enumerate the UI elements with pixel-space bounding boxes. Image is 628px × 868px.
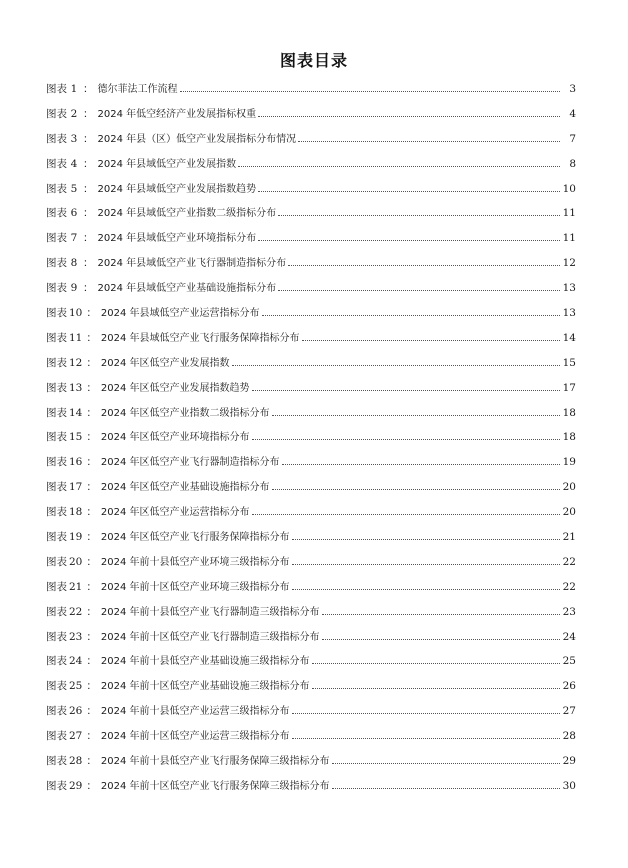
dot-leader <box>258 191 560 192</box>
figure-title[interactable]: 2024 年县域低空产业环境指标分布 <box>97 233 257 245</box>
figure-title[interactable]: 2024 年前十县低空产业飞行服务保障三级指标分布 <box>100 756 330 768</box>
figure-number: 19 <box>69 531 83 544</box>
figure-number: 23 <box>69 630 83 643</box>
figure-title[interactable]: 2024 年区低空产业指数二级指标分布 <box>100 407 270 419</box>
colon-separator: ： <box>86 356 97 369</box>
dot-leader <box>288 265 560 266</box>
toc-entry[interactable] <box>46 480 576 505</box>
colon-separator: ： <box>83 207 94 220</box>
toc-entry[interactable] <box>46 505 576 530</box>
figure-label: 图表 <box>46 580 67 593</box>
figure-title[interactable]: 2024 年区低空产业飞行器制造指标分布 <box>100 457 280 469</box>
figure-title[interactable]: 2024 年县域低空产业发展指数趋势 <box>97 183 257 195</box>
figure-label: 图表 <box>46 157 67 170</box>
colon-separator: ： <box>86 406 97 419</box>
figure-label: 图表 <box>46 755 67 768</box>
figure-number: 27 <box>69 730 83 743</box>
figure-label: 图表 <box>46 779 67 792</box>
figure-title[interactable]: 2024 年区低空产业基础设施指标分布 <box>100 482 270 494</box>
toc-entry[interactable] <box>46 530 576 555</box>
figure-label: 图表 <box>46 705 67 718</box>
colon-separator: ： <box>86 580 97 593</box>
colon-separator: ： <box>86 630 97 643</box>
figure-label: 图表 <box>46 331 67 344</box>
toc-entry[interactable] <box>46 679 576 704</box>
colon-separator: ： <box>86 431 97 444</box>
figure-label: 图表 <box>46 381 67 394</box>
page-number[interactable]: 11 <box>562 232 576 245</box>
dot-leader <box>180 91 561 92</box>
figure-label: 图表 <box>46 531 67 544</box>
page-number[interactable]: 3 <box>569 83 576 95</box>
figure-label: 图表 <box>46 406 67 419</box>
colon-separator: ： <box>86 680 97 693</box>
colon-separator: ： <box>86 506 97 519</box>
toc-entry[interactable] <box>46 704 576 729</box>
toc-entry[interactable] <box>46 555 576 580</box>
figure-title[interactable]: 2024 年前十区低空产业飞行服务保障三级指标分布 <box>100 780 330 792</box>
dot-leader <box>322 614 560 615</box>
figure-title[interactable]: 2024 年县域低空产业运营指标分布 <box>100 308 260 320</box>
figure-title[interactable]: 2024 年县（区）低空产业发展指标分布情况 <box>97 133 297 145</box>
page-number[interactable]: 4 <box>569 107 576 120</box>
dot-leader <box>278 290 560 291</box>
figure-label: 图表 <box>46 107 67 120</box>
colon-separator: ： <box>86 531 97 544</box>
page-number[interactable]: 12 <box>562 257 576 270</box>
figure-number: 2 <box>70 107 78 120</box>
figure-title[interactable]: 德尔菲法工作流程 <box>97 84 178 95</box>
figure-label: 图表 <box>46 282 67 295</box>
toc-entry[interactable] <box>46 580 576 605</box>
figure-title[interactable]: 2024 年前十区低空产业运营三级指标分布 <box>100 731 290 743</box>
figure-number: 13 <box>69 381 83 394</box>
dot-leader <box>232 365 560 366</box>
figure-label: 图表 <box>46 730 67 743</box>
page-number[interactable]: 8 <box>569 157 576 170</box>
figure-title[interactable]: 2024 年区低空产业环境指标分布 <box>100 432 250 444</box>
figure-label: 图表 <box>46 356 67 369</box>
figure-label: 图表 <box>46 630 67 643</box>
page-number[interactable]: 26 <box>562 680 576 693</box>
figure-label: 图表 <box>46 207 67 220</box>
figure-title[interactable]: 2024 年前十县低空产业运营三级指标分布 <box>100 706 290 718</box>
page-number[interactable]: 24 <box>562 630 576 643</box>
figure-title[interactable]: 2024 年区低空产业发展指数趋势 <box>100 382 250 394</box>
page-number[interactable]: 10 <box>562 182 576 195</box>
figure-number: 20 <box>69 555 83 568</box>
page-number[interactable]: 20 <box>562 506 576 519</box>
colon-separator: ： <box>83 282 94 295</box>
page-number[interactable]: 19 <box>562 456 576 469</box>
dot-leader <box>272 489 560 490</box>
colon-separator: ： <box>86 481 97 494</box>
figure-title[interactable]: 2024 年县域低空产业基础设施指标分布 <box>97 283 277 295</box>
dot-leader <box>292 713 560 714</box>
dot-leader <box>252 439 560 440</box>
colon-separator: ： <box>86 730 97 743</box>
page-title: 图表目录 <box>279 51 348 70</box>
toc-entry[interactable] <box>46 182 576 207</box>
page-number[interactable]: 7 <box>569 132 576 145</box>
figure-title[interactable]: 2024 年区低空产业飞行服务保障指标分布 <box>100 532 290 544</box>
colon-separator: ： <box>86 456 97 469</box>
figure-title[interactable]: 2024 年前十区低空产业环境三级指标分布 <box>100 581 290 593</box>
figure-number: 8 <box>70 257 78 270</box>
toc-entry[interactable] <box>46 406 576 431</box>
colon-separator: ： <box>83 132 94 145</box>
figure-number: 9 <box>70 282 78 295</box>
toc-entry[interactable] <box>46 231 576 256</box>
dot-leader <box>278 215 560 216</box>
colon-separator: ： <box>86 555 97 568</box>
page-number[interactable]: 27 <box>562 705 576 718</box>
page-number[interactable]: 29 <box>562 755 576 768</box>
page-number[interactable]: 28 <box>562 730 576 743</box>
dot-leader <box>252 390 560 391</box>
figure-number: 18 <box>69 506 83 519</box>
page-number[interactable]: 30 <box>562 779 576 792</box>
figure-number: 14 <box>69 406 83 419</box>
colon-separator: ： <box>86 755 97 768</box>
figure-number: 11 <box>69 331 83 344</box>
figure-number: 22 <box>69 605 83 618</box>
dot-leader <box>302 340 560 341</box>
figure-title[interactable]: 2024 年县域低空产业发展指数 <box>97 158 237 170</box>
figure-label: 图表 <box>46 431 67 444</box>
figure-title[interactable]: 2024 年前十区低空产业飞行器制造三级指标分布 <box>100 631 320 643</box>
page-number[interactable]: 11 <box>562 207 576 220</box>
figure-number: 15 <box>69 431 83 444</box>
toc-entry[interactable] <box>46 381 576 406</box>
dot-leader <box>262 315 560 316</box>
colon-separator: ： <box>86 381 97 394</box>
figure-title[interactable]: 2024 年低空经济产业发展指标权重 <box>97 108 257 120</box>
dot-leader <box>258 116 560 117</box>
colon-separator: ： <box>83 182 94 195</box>
toc-entry[interactable] <box>46 630 576 655</box>
page-number[interactable]: 23 <box>562 605 576 618</box>
figure-label: 图表 <box>46 555 67 568</box>
toc-entry[interactable] <box>46 157 576 182</box>
figure-label: 图表 <box>46 307 67 320</box>
figure-title[interactable]: 2024 年县域低空产业飞行服务保障指标分布 <box>100 332 300 344</box>
toc-entry[interactable] <box>46 306 576 331</box>
dot-leader <box>252 514 560 515</box>
dot-leader <box>292 564 560 565</box>
figure-list <box>46 82 576 804</box>
colon-separator: ： <box>86 307 97 320</box>
colon-separator: ： <box>83 232 94 245</box>
toc-entry[interactable] <box>46 729 576 754</box>
figure-number: 24 <box>69 655 83 668</box>
figure-number: 10 <box>69 307 83 320</box>
colon-separator: ： <box>86 655 97 668</box>
figure-number: 7 <box>70 232 78 245</box>
dot-leader <box>272 415 560 416</box>
dot-leader <box>298 141 560 142</box>
page-number[interactable]: 13 <box>562 282 576 295</box>
colon-separator: ： <box>86 779 97 792</box>
colon-separator: ： <box>83 83 94 95</box>
toc-entry[interactable] <box>46 206 576 231</box>
toc-entry[interactable] <box>46 107 576 132</box>
dot-leader <box>282 464 560 465</box>
figure-label: 图表 <box>46 83 67 95</box>
figure-title[interactable]: 2024 年区低空产业发展指数 <box>100 357 230 369</box>
dot-leader <box>332 788 560 789</box>
figure-number: 21 <box>69 580 83 593</box>
figure-title[interactable]: 2024 年县域低空产业飞行器制造指标分布 <box>97 258 287 270</box>
toc-entry[interactable] <box>46 256 576 281</box>
figure-number: 4 <box>70 157 78 170</box>
figure-label: 图表 <box>46 481 67 494</box>
page-number[interactable]: 22 <box>562 580 576 593</box>
figure-number: 26 <box>69 705 83 718</box>
dot-leader <box>258 240 560 241</box>
toc-entry[interactable] <box>46 779 576 804</box>
figure-label: 图表 <box>46 456 67 469</box>
figure-title[interactable]: 2024 年前十县低空产业基础设施三级指标分布 <box>100 656 310 668</box>
toc-entry[interactable] <box>46 605 576 630</box>
figure-title[interactable]: 2024 年区低空产业运营指标分布 <box>100 507 250 519</box>
figure-number: 28 <box>69 755 83 768</box>
page-number[interactable]: 13 <box>562 307 576 320</box>
figure-number: 17 <box>69 481 83 494</box>
toc-entry[interactable] <box>46 356 576 381</box>
figure-label: 图表 <box>46 506 67 519</box>
figure-title[interactable]: 2024 年前十区低空产业基础设施三级指标分布 <box>100 681 310 693</box>
figure-number: 12 <box>69 356 83 369</box>
figure-number: 1 <box>70 83 78 95</box>
figure-number: 3 <box>70 132 78 145</box>
dot-leader <box>238 166 560 167</box>
colon-separator: ： <box>83 257 94 270</box>
figure-label: 图表 <box>46 257 67 270</box>
dot-leader <box>292 738 560 739</box>
toc-entry[interactable] <box>46 754 576 779</box>
toc-entry[interactable] <box>46 455 576 480</box>
page-number[interactable]: 25 <box>562 655 576 668</box>
figure-title[interactable]: 2024 年前十县低空产业环境三级指标分布 <box>100 556 290 568</box>
colon-separator: ： <box>86 331 97 344</box>
dot-leader <box>312 688 560 689</box>
colon-separator: ： <box>83 157 94 170</box>
page-number[interactable]: 18 <box>562 431 576 444</box>
toc-entry[interactable] <box>46 331 576 356</box>
page-number[interactable]: 18 <box>562 406 576 419</box>
page-number[interactable]: 22 <box>562 555 576 568</box>
dot-leader <box>292 589 560 590</box>
page-number[interactable]: 17 <box>562 381 576 394</box>
figure-number: 29 <box>69 779 83 792</box>
figure-number: 6 <box>70 207 78 220</box>
figure-number: 5 <box>70 182 78 195</box>
dot-leader <box>292 539 560 540</box>
toc-entry[interactable] <box>46 82 576 107</box>
figure-title[interactable]: 2024 年前十县低空产业飞行器制造三级指标分布 <box>100 606 320 618</box>
figure-label: 图表 <box>46 605 67 618</box>
figure-title[interactable]: 2024 年县域低空产业指数二级指标分布 <box>97 208 277 220</box>
figure-number: 25 <box>69 680 83 693</box>
figure-label: 图表 <box>46 232 67 245</box>
page-number[interactable]: 15 <box>562 356 576 369</box>
colon-separator: ： <box>86 705 97 718</box>
toc-entry[interactable] <box>46 281 576 306</box>
colon-separator: ： <box>83 107 94 120</box>
page-number[interactable]: 14 <box>562 331 576 344</box>
colon-separator: ： <box>86 605 97 618</box>
figure-label: 图表 <box>46 132 67 145</box>
figure-label: 图表 <box>46 680 67 693</box>
figure-label: 图表 <box>46 182 67 195</box>
page-number[interactable]: 21 <box>562 531 576 544</box>
figure-number: 16 <box>69 456 83 469</box>
dot-leader <box>322 639 560 640</box>
toc-entry[interactable] <box>46 132 576 157</box>
dot-leader <box>332 763 560 764</box>
toc-entry[interactable] <box>46 430 576 455</box>
figure-label: 图表 <box>46 655 67 668</box>
toc-entry[interactable] <box>46 654 576 679</box>
dot-leader <box>312 663 560 664</box>
page-number[interactable]: 20 <box>562 481 576 494</box>
